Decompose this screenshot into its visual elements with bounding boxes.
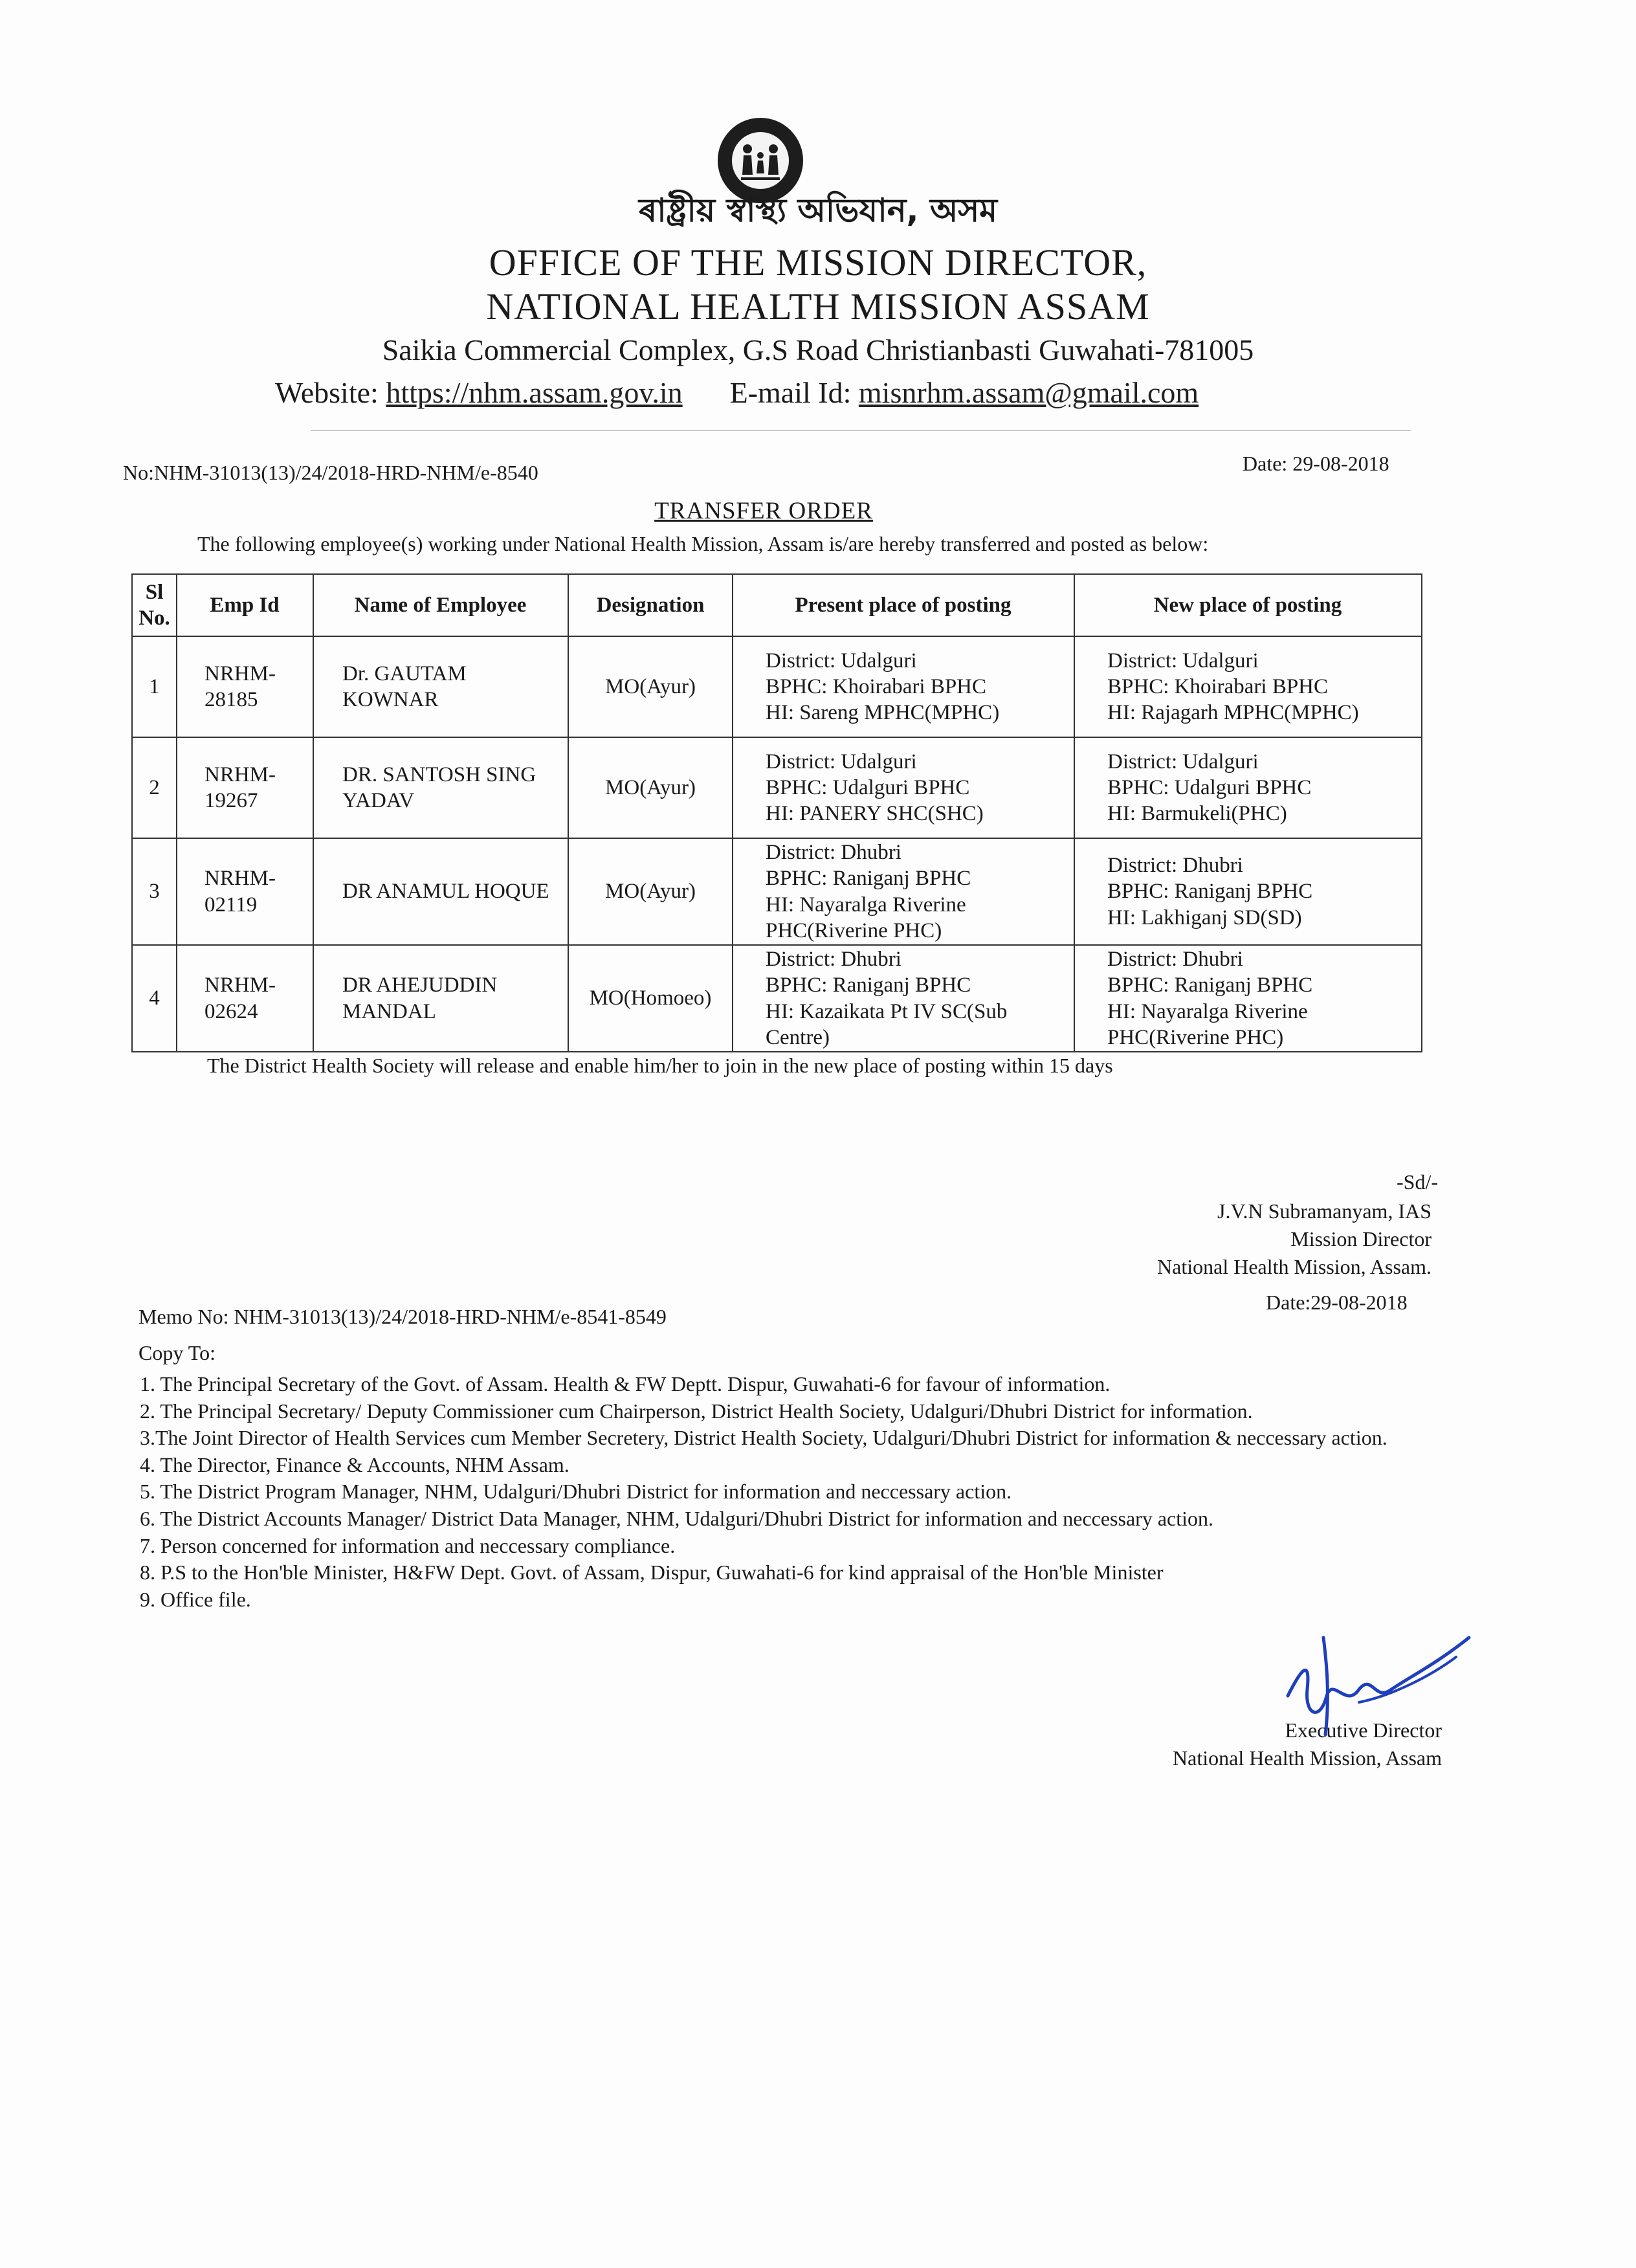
new-bphc: BPHC: Raniganj BPHC bbox=[1107, 973, 1313, 997]
email-label: E-mail Id: bbox=[729, 376, 852, 409]
cell-present-posting bbox=[733, 636, 1074, 737]
cell-present-posting bbox=[733, 945, 1074, 1052]
cell-sl: 3 bbox=[132, 838, 177, 945]
list-item: 5. The District Program Manager, NHM, Udalguri/Dhubri District for information and neccessary action. bbox=[140, 1480, 1012, 1504]
header-designation: Designation bbox=[568, 574, 733, 636]
cell-sl: 2 bbox=[132, 737, 177, 838]
table-header-row bbox=[132, 574, 1422, 636]
contact-line bbox=[275, 375, 1199, 410]
new-bphc: BPHC: Udalguri BPHC bbox=[1107, 775, 1312, 799]
mission-director-block bbox=[1157, 1197, 1432, 1282]
transfer-table bbox=[131, 573, 1422, 1052]
new-district: District: Udalguri bbox=[1107, 649, 1259, 673]
table-row bbox=[132, 636, 1422, 737]
cell-designation: MO(Homoeo) bbox=[568, 945, 733, 1052]
copy-to-label: Copy To: bbox=[138, 1341, 216, 1364]
header-divider bbox=[311, 430, 1411, 431]
cell-designation: MO(Ayur) bbox=[568, 636, 733, 737]
copy-to-list bbox=[140, 1371, 1434, 1613]
signed-marker: -Sd/- bbox=[1397, 1170, 1438, 1194]
cell-sl: 1 bbox=[132, 636, 177, 737]
signatory-title: Mission Director bbox=[1290, 1227, 1432, 1251]
cell-sl: 4 bbox=[132, 945, 177, 1052]
new-district: District: Udalguri bbox=[1107, 750, 1259, 773]
cell-new-posting bbox=[1074, 945, 1422, 1052]
table-row bbox=[132, 737, 1422, 838]
cell-new-posting bbox=[1074, 636, 1422, 737]
signatory-name: J.V.N Subramanyam, IAS bbox=[1217, 1199, 1432, 1223]
bengali-title: ৰাষ্ট্ৰীয় স্বাস্থ্য অভিযান, অসম bbox=[638, 192, 998, 229]
present-hi: HI: Kazaikata Pt IV SC(Sub Centre) bbox=[766, 999, 1008, 1049]
cell-emp-id: NRHM-02624 bbox=[177, 945, 313, 1052]
executive-director-block bbox=[1173, 1717, 1442, 1772]
executive-org: National Health Mission, Assam bbox=[1173, 1746, 1442, 1770]
website-label: Website: bbox=[275, 376, 379, 409]
list-item: 1. The Principal Secretary of the Govt. of Assam. Health & FW Deptt. Dispur, Guwahati-6 for favour of information. bbox=[140, 1372, 1111, 1395]
new-district: District: Dhubri bbox=[1107, 948, 1243, 971]
order-reference-number: No:NHM-31013(13)/24/2018-HRD-NHM/e-8540 bbox=[123, 461, 538, 484]
new-bphc: BPHC: Raniganj BPHC bbox=[1107, 880, 1313, 904]
present-bphc: BPHC: Udalguri BPHC bbox=[766, 775, 970, 799]
office-address: Saikia Commercial Complex, G.S Road Christianbasti Guwahati-781005 bbox=[382, 333, 1254, 366]
memo-number: Memo No: NHM-31013(13)/24/2018-HRD-NHM/e-8541-8549 bbox=[138, 1305, 667, 1328]
cell-employee-name: Dr. GAUTAM KOWNAR bbox=[313, 636, 568, 737]
list-item: 8. P.S to the Hon'ble Minister, H&FW Dept. Govt. of Assam, Dispur, Guwahati-6 for kind appraisal of the Hon'ble Minister bbox=[140, 1561, 1164, 1584]
order-title: TRANSFER ORDER bbox=[654, 498, 873, 524]
table-row bbox=[132, 838, 1422, 945]
list-item: 9. Office file. bbox=[140, 1587, 251, 1611]
cell-employee-name: DR. SANTOSH SING YADAV bbox=[313, 737, 568, 838]
order-intro: The following employee(s) working under National Health Mission, Assam is/are hereby transferred and posted as below: bbox=[197, 532, 1209, 555]
cell-emp-id: NRHM-28185 bbox=[177, 636, 313, 737]
memo-date: Date:29-08-2018 bbox=[1266, 1291, 1408, 1314]
header-employee-name: Name of Employee bbox=[313, 574, 568, 636]
signatory-org: National Health Mission, Assam. bbox=[1157, 1255, 1432, 1279]
list-item: 4. The Director, Finance & Accounts, NHM Assam. bbox=[140, 1452, 569, 1476]
new-hi: HI: Nayaralga Riverine PHC(Riverine PHC) bbox=[1107, 999, 1308, 1049]
header-sl-no: Sl No. bbox=[132, 574, 177, 636]
mission-heading: NATIONAL HEALTH MISSION ASSAM bbox=[486, 285, 1150, 328]
order-date: Date: 29-08-2018 bbox=[1243, 452, 1389, 475]
present-bphc: BPHC: Raniganj BPHC bbox=[766, 973, 971, 997]
website-link[interactable]: https://nhm.assam.gov.in bbox=[386, 376, 683, 409]
cell-employee-name: DR AHEJUDDIN MANDAL bbox=[313, 945, 568, 1052]
header-present-posting: Present place of posting bbox=[733, 574, 1074, 636]
new-hi: HI: Lakhiganj SD(SD) bbox=[1107, 906, 1302, 929]
present-district: District: Udalguri bbox=[766, 649, 917, 673]
new-hi: HI: Barmukeli(PHC) bbox=[1107, 802, 1287, 826]
present-hi: HI: Sareng MPHC(MPHC) bbox=[766, 701, 1000, 725]
cell-new-posting bbox=[1074, 838, 1422, 945]
cell-employee-name: DR ANAMUL HOQUE bbox=[313, 838, 568, 945]
new-bphc: BPHC: Khoirabari BPHC bbox=[1107, 674, 1329, 698]
header-new-posting: New place of posting bbox=[1074, 574, 1422, 636]
cell-present-posting bbox=[733, 737, 1074, 838]
cell-designation: MO(Ayur) bbox=[568, 737, 733, 838]
release-note: The District Health Society will release and enable him/her to join in the new place of posting within 15 days bbox=[207, 1054, 1113, 1077]
list-item: 2. The Principal Secretary/ Deputy Commissioner cum Chairperson, District Health Society, Udalguri/Dhubri District for information. bbox=[140, 1399, 1253, 1423]
cell-emp-id: NRHM-02119 bbox=[177, 838, 313, 945]
present-hi: HI: PANERY SHC(SHC) bbox=[766, 802, 984, 826]
list-item: 6. The District Accounts Manager/ District Data Manager, NHM, Udalguri/Dhubri District for information and neccessary action. bbox=[140, 1506, 1213, 1530]
new-district: District: Dhubri bbox=[1107, 854, 1243, 878]
present-hi: HI: Nayaralga Riverine PHC(Riverine PHC) bbox=[766, 893, 966, 942]
header-emp-id: Emp Id bbox=[177, 574, 313, 636]
present-bphc: BPHC: Khoirabari BPHC bbox=[766, 674, 987, 698]
cell-designation: MO(Ayur) bbox=[568, 838, 733, 945]
office-heading: OFFICE OF THE MISSION DIRECTOR, bbox=[489, 241, 1147, 284]
present-district: District: Dhubri bbox=[766, 841, 901, 864]
present-district: District: Udalguri bbox=[766, 750, 917, 773]
new-hi: HI: Rajagarh MPHC(MPHC) bbox=[1107, 701, 1359, 725]
email-link[interactable]: misnrhm.assam@gmail.com bbox=[858, 376, 1199, 409]
present-district: District: Dhubri bbox=[766, 948, 901, 971]
cell-emp-id: NRHM-19267 bbox=[177, 737, 313, 838]
present-bphc: BPHC: Raniganj BPHC bbox=[766, 867, 971, 891]
cell-present-posting bbox=[733, 838, 1074, 945]
list-item: 7. Person concerned for information and neccessary compliance. bbox=[140, 1533, 676, 1557]
cell-new-posting bbox=[1074, 737, 1422, 838]
table-row bbox=[132, 945, 1422, 1052]
list-item: 3.The Joint Director of Health Services cum Member Secretery, District Health Society, Udalguri/Dhubri District for information & neccessary action. bbox=[140, 1426, 1387, 1450]
executive-title: Executive Director bbox=[1285, 1718, 1442, 1742]
